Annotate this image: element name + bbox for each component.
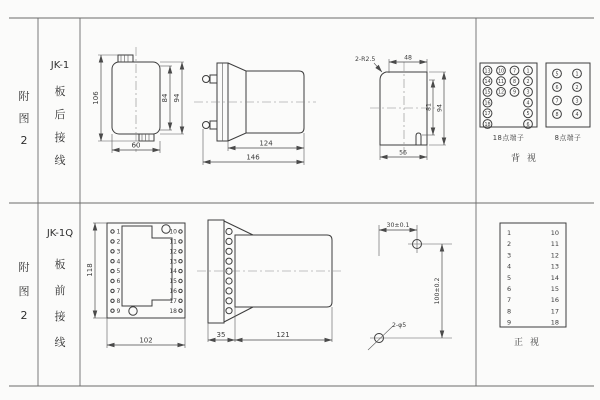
terminal-number: 8	[512, 80, 517, 85]
terminal-block-8	[546, 63, 590, 142]
terminal-number: 14	[484, 80, 491, 85]
dim-cutout-bottom: 56	[399, 149, 407, 157]
terminal-number: 10	[169, 228, 177, 236]
terminal-pin	[179, 279, 182, 282]
terminal-pin	[179, 289, 182, 292]
terminal-pin	[111, 240, 114, 243]
terminal-number: 3	[116, 248, 121, 256]
label-rear-view: 背视	[510, 154, 544, 164]
terminal-number: 16	[169, 288, 177, 295]
terminal-number: 11	[169, 238, 177, 246]
terminal-number: 1	[575, 72, 579, 78]
dim-jk1-width: 60	[131, 141, 141, 150]
label-corner-radius: 2-R2.5	[355, 56, 376, 63]
dim-jk1q-body-depth: 121	[276, 331, 290, 339]
terminal-number: 6	[116, 278, 121, 286]
terminal-number: 18	[169, 307, 177, 315]
terminal-number: 6	[526, 122, 530, 128]
label-terminal-8: 8点端子	[554, 134, 582, 142]
jk1-side-view	[194, 63, 316, 165]
terminal-number: 12	[497, 90, 505, 96]
terminal-pin	[179, 299, 182, 302]
terminal-number: 16	[550, 296, 559, 305]
fig-label-top: 附图2	[18, 90, 30, 147]
terminal-pin	[179, 230, 182, 233]
terminal-number: 2	[526, 80, 530, 85]
terminal-number: 4	[507, 262, 512, 271]
terminal-number-table	[500, 223, 566, 348]
dim-jk1q-height: 118	[86, 263, 94, 277]
fig-label-bottom: 附图2	[18, 261, 30, 322]
terminal-pin	[111, 230, 114, 233]
terminal-pin	[111, 269, 114, 272]
terminal-pin	[111, 299, 114, 302]
terminal-number: 16	[484, 101, 491, 107]
terminal-number: 9	[507, 318, 512, 327]
terminal-pin	[111, 260, 114, 263]
dim-hole-spacing-h: 30±0.1	[386, 222, 410, 229]
terminal-number: 9	[512, 90, 517, 96]
terminal-number: 14	[169, 268, 177, 276]
label-hole-size: 2-φ5	[392, 322, 407, 329]
screw-terminal	[226, 288, 232, 294]
dim-jk1q-width: 102	[139, 336, 153, 345]
dim-cutout-inner-height: 81	[425, 103, 433, 111]
terminal-number: 15	[550, 285, 559, 293]
label-terminal-18: 18点端子	[492, 134, 525, 142]
terminal-number: 6	[555, 85, 559, 91]
terminal-number: 10	[497, 69, 505, 75]
terminal-pin	[179, 269, 182, 272]
wiring-label-bottom: 板前接线	[54, 258, 66, 349]
terminal-pin	[111, 250, 114, 253]
terminal-number: 2	[507, 240, 512, 249]
terminal-number: 9	[116, 307, 121, 315]
terminal-number: 6	[507, 285, 512, 293]
screw-terminal	[226, 278, 232, 284]
wiring-label-top: 板后接线	[54, 85, 66, 167]
terminal-number: 4	[526, 101, 530, 107]
dim-jk1-outer: 94	[173, 93, 181, 103]
terminal-number: 17	[484, 112, 491, 118]
terminal-number: 4	[116, 258, 121, 266]
terminal-pin	[179, 260, 182, 263]
screw-terminal	[226, 238, 232, 244]
terminal-number: 13	[169, 258, 177, 266]
screw-terminal	[226, 308, 232, 314]
terminal-number: 17	[550, 307, 559, 316]
terminal-number: 5	[116, 268, 121, 276]
dim-jk1-height: 106	[92, 91, 100, 105]
terminal-pin	[111, 289, 114, 292]
terminal-number: 8	[507, 307, 512, 316]
dim-jk1-depth-total: 146	[246, 153, 260, 162]
terminal-number: 7	[555, 99, 559, 105]
terminal-number: 13	[550, 262, 559, 271]
table-grid	[9, 18, 594, 386]
terminal-number: 2	[116, 238, 121, 246]
terminal-number: 8	[555, 112, 559, 118]
dim-hole-spacing-v: 100±0.2	[434, 277, 441, 305]
screw-terminal	[226, 228, 232, 234]
terminal-number: 12	[550, 251, 559, 260]
terminal-number: 17	[169, 297, 177, 305]
jk1-panel-cutout	[355, 55, 446, 161]
terminal-number: 7	[507, 296, 512, 305]
dim-jk1-depth-body: 124	[259, 139, 273, 148]
jk1-front-view	[92, 47, 184, 153]
terminal-number: 12	[169, 248, 177, 256]
model-label-jk1: JK-1	[50, 60, 70, 71]
terminal-number: 1	[526, 69, 530, 75]
terminal-number: 18	[484, 122, 491, 128]
terminal-number: 18	[550, 318, 559, 327]
terminal-pin	[179, 250, 182, 253]
label-front-view: 正视	[513, 338, 547, 348]
terminal-number: 2	[575, 85, 579, 91]
terminal-number: 8	[116, 297, 121, 305]
terminal-pin	[179, 309, 182, 312]
dim-jk1-body: 84	[161, 93, 169, 103]
jk1q-side-view	[197, 220, 341, 342]
terminal-number: 5	[555, 72, 559, 78]
terminal-number: 15	[169, 278, 177, 286]
terminal-number: 5	[526, 112, 530, 118]
terminal-number: 5	[507, 273, 512, 282]
terminal-number: 1	[116, 228, 121, 236]
terminal-number: 3	[575, 99, 579, 105]
terminal-pin	[179, 240, 182, 243]
terminal-number: 11	[497, 80, 505, 85]
model-label-jk1q: JK-1Q	[46, 228, 74, 239]
terminal-number: 11	[550, 240, 559, 249]
terminal-number: 4	[575, 112, 579, 118]
terminal-number: 14	[550, 273, 559, 282]
mounting-hole	[129, 307, 137, 315]
terminal-pin	[111, 309, 114, 312]
screw-terminal	[226, 298, 232, 304]
jk1q-front-view	[86, 223, 185, 348]
dim-cutout-height: 94	[436, 104, 444, 112]
terminal-pin	[111, 279, 114, 282]
terminal-number: 7	[512, 69, 517, 75]
terminal-block-18	[480, 63, 537, 142]
terminal-number: 10	[550, 229, 559, 237]
terminal-number: 1	[507, 229, 512, 237]
terminal-number: 3	[526, 90, 530, 96]
screw-terminal	[226, 258, 232, 264]
screw-terminal	[226, 248, 232, 254]
jk1q-drilling-template	[368, 222, 452, 350]
dim-cutout-top: 48	[404, 54, 412, 62]
terminal-number: 13	[484, 69, 491, 75]
terminal-number: 3	[507, 251, 512, 260]
dim-jk1q-front-depth: 35	[216, 331, 226, 339]
terminal-number: 15	[484, 90, 491, 96]
terminal-number: 7	[116, 288, 121, 295]
